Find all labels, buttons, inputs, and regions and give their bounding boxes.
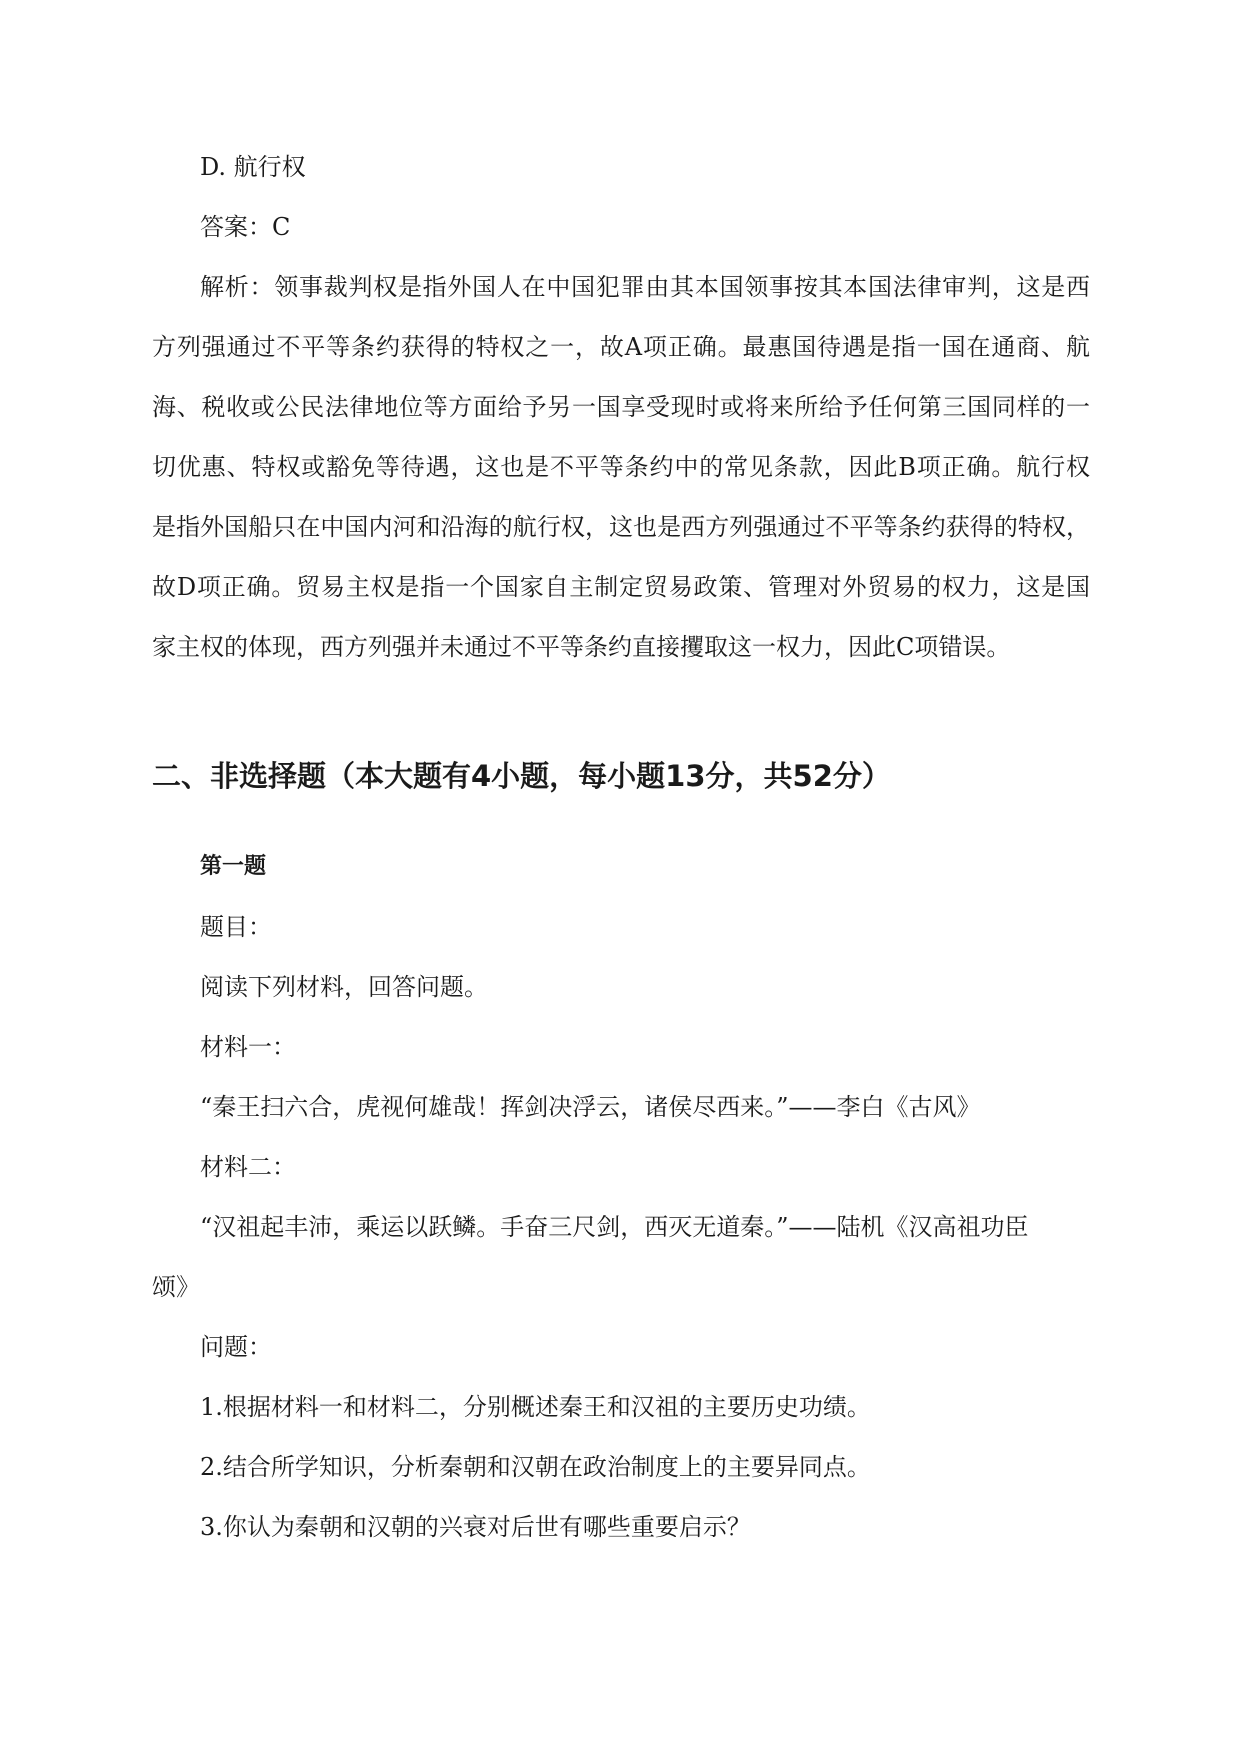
section-heading: 二、非选择题（本大题有4小题，每小题13分，共52分） — [152, 759, 891, 793]
question-item: 1.根据材料一和材料二，分别概述秦王和汉祖的主要历史功绩。 — [200, 1393, 871, 1421]
analysis-line: 方列强通过不平等条约获得的特权之一，故A项正确。最惠国待遇是指一国在通商、航 — [152, 333, 1090, 361]
material-one-text: “秦王扫六合，虎视何雄哉！挥剑决浮云，诸侯尽西来。”——李白《古风》 — [200, 1093, 981, 1121]
material-two-label: 材料二： — [200, 1153, 296, 1181]
material-two-text-continued: 颂》 — [152, 1273, 200, 1301]
question-title: 第一题 — [200, 854, 267, 879]
answer: 答案：C — [200, 213, 291, 241]
prompt-label: 题目： — [200, 913, 272, 941]
analysis-line: 切优惠、特权或豁免等待遇，这也是不平等条约中的常见条款，因此B项正确。航行权 — [152, 453, 1090, 481]
instruction: 阅读下列材料，回答问题。 — [200, 973, 488, 1001]
questions-label: 问题： — [200, 1333, 272, 1361]
analysis-line: 解析：领事裁判权是指外国人在中国犯罪由其本国领事按其本国法律审判，这是西 — [200, 273, 1090, 301]
material-one-label: 材料一： — [200, 1033, 296, 1061]
material-two-text: “汉祖起丰沛，乘运以跃鳞。手奋三尺剑，西灭无道秦。”——陆机《汉高祖功臣 — [200, 1213, 1029, 1241]
analysis-line: 故D项正确。贸易主权是指一个国家自主制定贸易政策、管理对外贸易的权力，这是国 — [152, 573, 1090, 601]
analysis-line: 是指外国船只在中国内河和沿海的航行权，这也是西方列强通过不平等条约获得的特权， — [152, 513, 1090, 541]
question-item: 3.你认为秦朝和汉朝的兴衰对后世有哪些重要启示？ — [200, 1513, 751, 1541]
analysis-line: 海、税收或公民法律地位等方面给予另一国享受现时或将来所给予任何第三国同样的一 — [152, 393, 1090, 421]
question-item: 2.结合所学知识，分析秦朝和汉朝在政治制度上的主要异同点。 — [200, 1453, 871, 1481]
option-d: D. 航行权 — [200, 153, 306, 181]
analysis-line: 家主权的体现，西方列强并未通过不平等条约直接攫取这一权力，因此C项错误。 — [152, 633, 1011, 661]
